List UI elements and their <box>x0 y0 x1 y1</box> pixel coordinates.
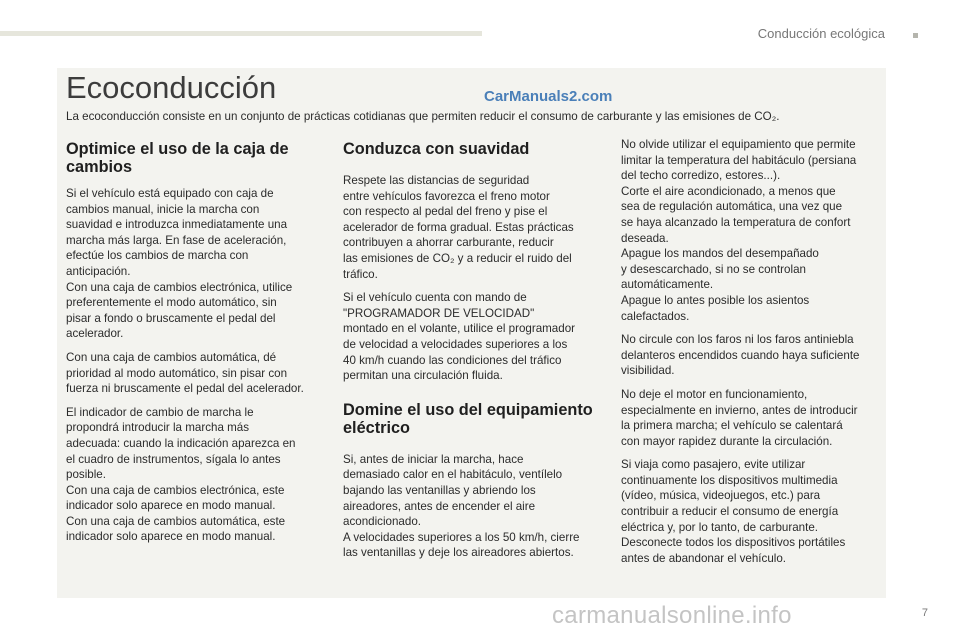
paragraph: No olvide utilizar el equipamiento que permite limitar la temperatura del habitáculo (persiana del techo corredizo, estores...). Corte el aire acondicionado, a menos que sea de regulación automática, una vez que se haya alcanzado la temperatura de confort deseada. Apague los mandos del desempañado y desescarchado, si no se controlan automáticamente. Apague lo antes posible los asientos calefactados. <box>621 138 857 323</box>
watermark-bottom[interactable]: carmanualsonline.info <box>552 602 792 629</box>
page-title: Ecoconducción <box>66 70 277 105</box>
heading-electrical: Domine el uso del equipamiento eléctrico <box>343 400 593 437</box>
paragraph: Si el vehículo está equipado con caja de cambios manual, inicie la marcha con suavidad e introduzca inmediatamente una marcha más larga. En fase de aceleración, efectúe los cambios de marcha con anticipación. Con una caja de cambios electrónica, utilice preferentemente el modo automático, sin pisar a fondo o bruscamente el pedal del acelerador. <box>66 187 293 341</box>
paragraph: Si, antes de iniciar la marcha, hace demasiado calor en el habitáculo, ventílelo bajando las ventanillas y abriendo los aireadores, antes de encender el aire acondicionado. A velocidades superiores a los 50 km/h, cierre las ventanillas y deje los aireadores abiertos. <box>343 452 580 560</box>
paragraph: Con una caja de cambios automática, dé prioridad al modo automático, sin pisar con fuerza ni bruscamente el pedal del acelerador. <box>66 350 304 396</box>
header-rule <box>0 31 482 36</box>
paragraph: Respete las distancias de seguridad entre vehículos favorezca el freno motor con respecto al pedal del freno y pise el acelerador de forma gradual. Estas prácticas contribuyen a ahorrar carburante, reducir las emisiones de CO₂ y a reducir el ruido del tráfico. <box>343 174 574 281</box>
paragraph: Si viaja como pasajero, evite utilizar continuamente los dispositivos multimedia (vídeo, música, videojuegos, etc.) para contribuir a reducir el consumo de energía eléctrica y, por lo tanto, de carburante. Desconecte todos los dispositivos portátiles antes de abandonar el vehículo. <box>621 458 846 565</box>
column-equipment <box>621 137 883 574</box>
heading-gearbox: Optimice el uso de la caja de cambios <box>66 140 289 176</box>
page-number: 7 <box>921 607 928 619</box>
paragraph: No deje el motor en funcionamiento, especialmente en invierno, antes de introducir la primera marcha; el vehículo se calentará con mayor rapidez durante la circulación. <box>621 387 858 448</box>
column-gearbox <box>66 140 328 553</box>
section-marker <box>913 33 918 38</box>
paragraph: No circule con los faros ni los faros antiniebla delanteros encendidos cuando haya suficiente visibilidad. <box>621 333 860 378</box>
section-title: Conducción ecológica <box>757 26 885 41</box>
watermark-top[interactable]: CarManuals2.com <box>484 88 613 105</box>
column-smooth-driving <box>343 140 605 569</box>
intro-text: La ecoconducción consiste en un conjunto de prácticas cotidianas que permiten reducir el consumo de carburante y las emisiones de CO₂. <box>66 110 780 123</box>
paragraph: El indicador de cambio de marcha le propondrá introducir la marcha más adecuada: cuando la indicación aparezca en el cuadro de instrumentos, sígala lo antes posible. Con una caja de cambios electrónica, este indicador solo aparece en modo manual. Con una caja de cambios automática, este indicador solo aparece en modo manual. <box>66 405 296 544</box>
heading-smooth-driving: Conduzca con suavidad <box>343 140 530 158</box>
paragraph: Si el vehículo cuenta con mando de "PROGRAMADOR DE VELOCIDAD" montado en el volante, utilice el programador de velocidad a velocidades superiores a los 40 km/h cuando las condiciones del tráfico permitan una circulación fluida. <box>343 291 576 383</box>
